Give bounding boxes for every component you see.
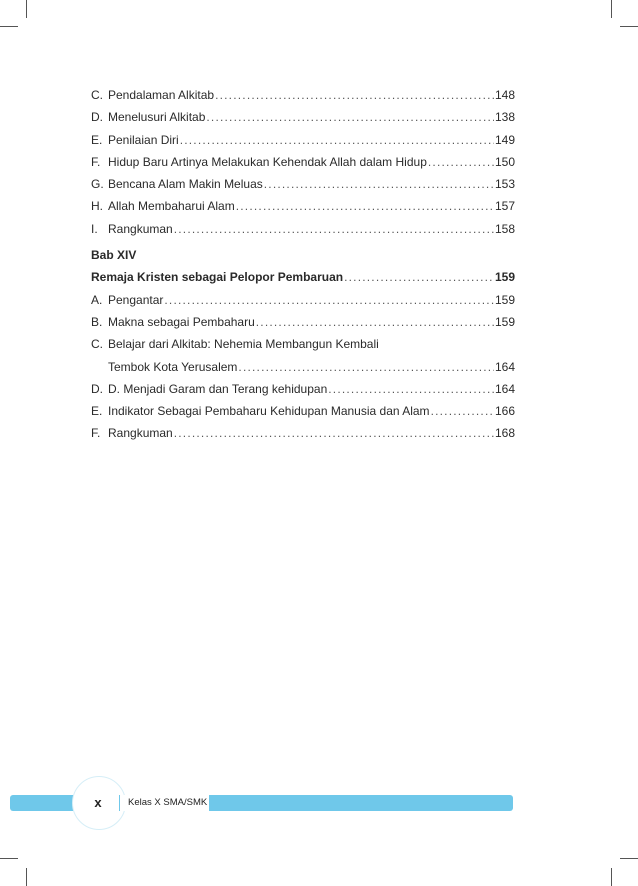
toc-entry-letter: B. [91, 314, 103, 329]
book-label: Kelas X SMA/SMK [119, 795, 209, 811]
toc-entry-title: Rangkuman [108, 221, 173, 236]
toc-entry-title: Menelusuri Alkitab [108, 110, 206, 125]
leader-dots [180, 129, 494, 151]
leader-dots [174, 422, 494, 444]
leader-dots [344, 266, 494, 288]
leader-dots [238, 356, 494, 378]
chapter-label-row [91, 244, 515, 266]
leader-dots [164, 289, 494, 311]
toc-entry[interactable] [91, 173, 515, 195]
toc-entry-page: 164 [494, 359, 515, 374]
toc-entry[interactable] [91, 218, 515, 240]
toc-entry-letter: H. [91, 199, 103, 214]
chapter-title-row[interactable] [91, 266, 515, 288]
toc-entry[interactable] [91, 311, 515, 333]
toc-entry-letter: F. [91, 154, 101, 169]
toc-entry-title: Bencana Alam Makin Meluas [108, 177, 263, 192]
toc-entry-title: Rangkuman [108, 426, 173, 441]
toc-entry[interactable] [91, 84, 515, 106]
crop-mark-bl-h [0, 858, 18, 859]
table-of-contents [91, 84, 515, 445]
leader-dots [236, 195, 494, 217]
toc-entry-page: 159 [494, 314, 515, 329]
toc-group-b [91, 289, 515, 445]
toc-entry-page: 166 [494, 404, 515, 419]
toc-entry-title: Penilaian Diri [108, 132, 179, 147]
toc-entry-title: Indikator Sebagai Pembaharu Kehidupan Manusia dan Alam [108, 404, 430, 419]
toc-entry-title: Makna sebagai Pembaharu [108, 314, 255, 329]
leader-dots [174, 218, 494, 240]
toc-entry-letter: C. [91, 337, 103, 352]
toc-entry-letter: A. [91, 292, 103, 307]
crop-mark-bl-v [26, 868, 27, 886]
toc-entry-letter: C. [91, 88, 103, 102]
toc-entry-letter: I. [91, 221, 98, 236]
toc-entry-letter: E. [91, 404, 103, 419]
toc-entry-letter: D. [91, 110, 103, 125]
crop-mark-br-h [620, 858, 638, 859]
toc-entry[interactable] [91, 151, 515, 173]
toc-entry-letter: G. [91, 177, 104, 192]
toc-entry-letter: D. [91, 381, 103, 396]
toc-entry-page: 168 [494, 426, 515, 441]
toc-entry-letter: E. [91, 132, 103, 147]
toc-entry[interactable] [91, 400, 515, 422]
toc-entry[interactable] [91, 333, 515, 355]
toc-entry[interactable] [91, 422, 515, 444]
toc-entry[interactable] [91, 378, 515, 400]
toc-entry-title: Tembok Kota Yerusalem [108, 359, 238, 374]
toc-entry[interactable] [91, 106, 515, 128]
crop-mark-tr-v [611, 0, 612, 18]
toc-entry-page: 149 [494, 132, 515, 147]
leader-dots [256, 311, 494, 333]
toc-entry[interactable] [91, 129, 515, 151]
toc-entry-title: D. Menjadi Garam dan Terang kehidupan [108, 381, 328, 396]
crop-mark-tl-h [0, 26, 18, 27]
toc-entry-title: Allah Membaharui Alam [108, 199, 235, 214]
toc-entry-page: 159 [494, 292, 515, 307]
leader-dots [206, 106, 494, 128]
toc-entry[interactable] [91, 356, 515, 378]
toc-entry-title: Pendalaman Alkitab [108, 88, 215, 102]
leader-dots [428, 151, 494, 173]
leader-dots [215, 84, 494, 106]
toc-entry-page: 158 [494, 221, 515, 236]
page-number: x [94, 794, 102, 810]
toc-entry-title: Belajar dari Alkitab: Nehemia Membangun Kembali [108, 337, 379, 352]
toc-entry-page: 138 [494, 110, 515, 125]
chapter-label: Bab XIV [91, 248, 137, 263]
toc-entry-page: 150 [494, 154, 515, 169]
toc-entry-title: Pengantar [108, 292, 164, 307]
toc-entry[interactable] [91, 195, 515, 217]
crop-mark-tl-v [26, 0, 27, 18]
toc-entry-page: 164 [494, 381, 515, 396]
toc-entry-page: 157 [494, 199, 515, 214]
toc-entry-page: 148 [494, 88, 515, 102]
leader-dots [264, 173, 494, 195]
leader-dots [431, 400, 494, 422]
toc-entry-letter: F. [91, 426, 101, 441]
toc-entry-title: Hidup Baru Artinya Melakukan Kehendak Allah dalam Hidup [108, 154, 427, 169]
crop-mark-br-v [611, 868, 612, 886]
chapter-page: 159 [494, 270, 515, 285]
toc-entry-page: 153 [494, 177, 515, 192]
crop-mark-tr-h [620, 26, 638, 27]
chapter-title: Remaja Kristen sebagai Pelopor Pembaruan [91, 270, 344, 285]
leader-dots [328, 378, 494, 400]
toc-entry[interactable] [91, 289, 515, 311]
toc-group-a [91, 84, 515, 240]
